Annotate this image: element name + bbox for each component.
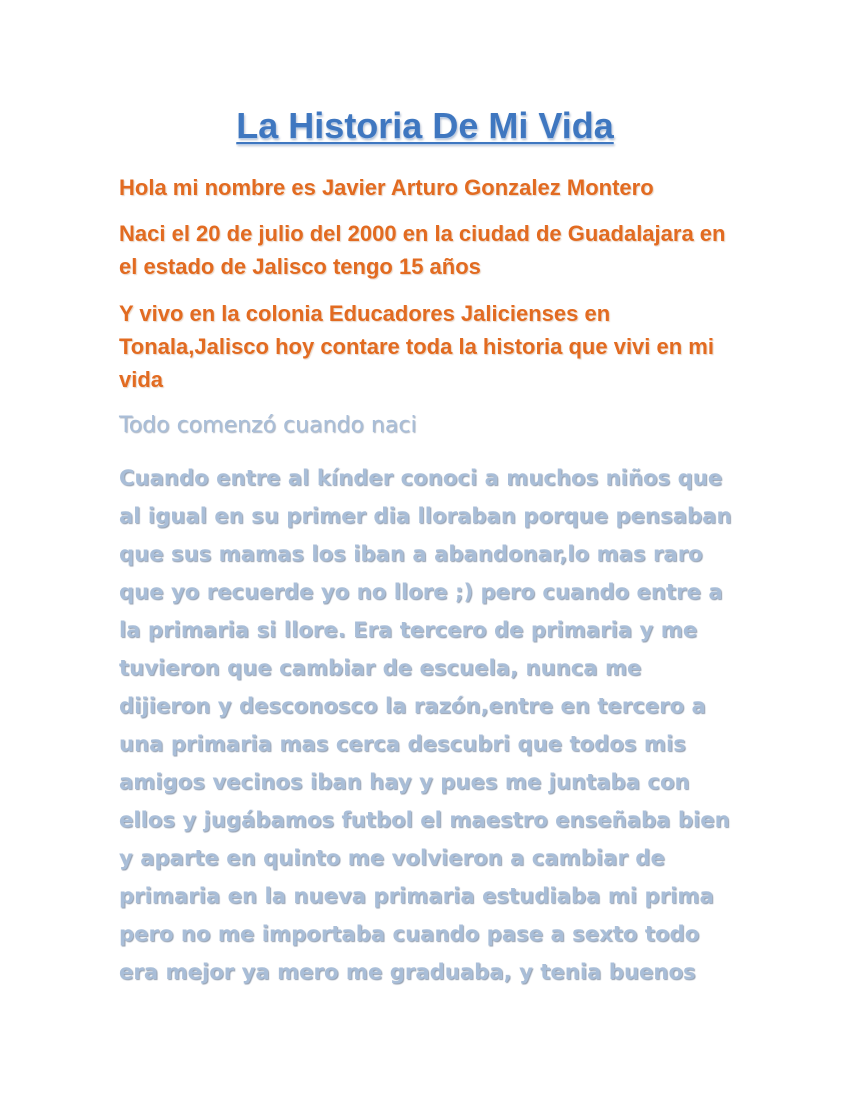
story-line: y aparte en quinto me volvieron a cambiar de: [119, 845, 665, 870]
story-line: Cuando entre al kínder conoci a muchos niños que: [119, 465, 723, 490]
intro-birth: Naci el 20 de julio del 2000 en la ciudad de Guadalajara en el estado de Jalisco tengo 15 años: [119, 221, 726, 279]
story-line: tuvieron que cambiar de escuela, nunca me: [119, 655, 642, 680]
story-line: pero no me importaba cuando pase a sexto todo: [119, 921, 700, 946]
story-paragraph: [119, 459, 739, 991]
document-title: La Historia De Mi Vida: [236, 105, 614, 146]
story-line: ellos y jugábamos futbol el maestro enseñaba bien: [119, 807, 730, 832]
story-line: una primaria mas cerca descubri que todos mis: [119, 731, 686, 756]
story-line: que yo recuerde yo no llore ;) pero cuando entre a: [119, 579, 723, 604]
story-line: era mejor ya mero me graduaba, y tenia buenos: [119, 959, 696, 984]
story-line: al igual en su primer dia lloraban porque pensaban: [119, 503, 732, 528]
story-line: primaria en la nueva primaria estudiaba mi prima: [119, 883, 714, 908]
intro-residence: Y vivo en la colonia Educadores Jalicienses en Tonala,Jalisco hoy contare toda la historia que vivi en mi vida: [119, 301, 714, 392]
section-subheading: Todo comenzó cuando naci: [119, 413, 417, 438]
story-line: la primaria si llore. Era tercero de primaria y me: [119, 617, 698, 642]
story-line: dijieron y desconosco la razón,entre en tercero a: [119, 693, 706, 718]
story-line: que sus mamas los iban a abandonar,lo mas raro: [119, 541, 703, 566]
intro-greeting: Hola mi nombre es Javier Arturo Gonzalez Montero: [119, 175, 654, 200]
story-line: amigos vecinos iban hay y pues me juntaba con: [119, 769, 690, 794]
